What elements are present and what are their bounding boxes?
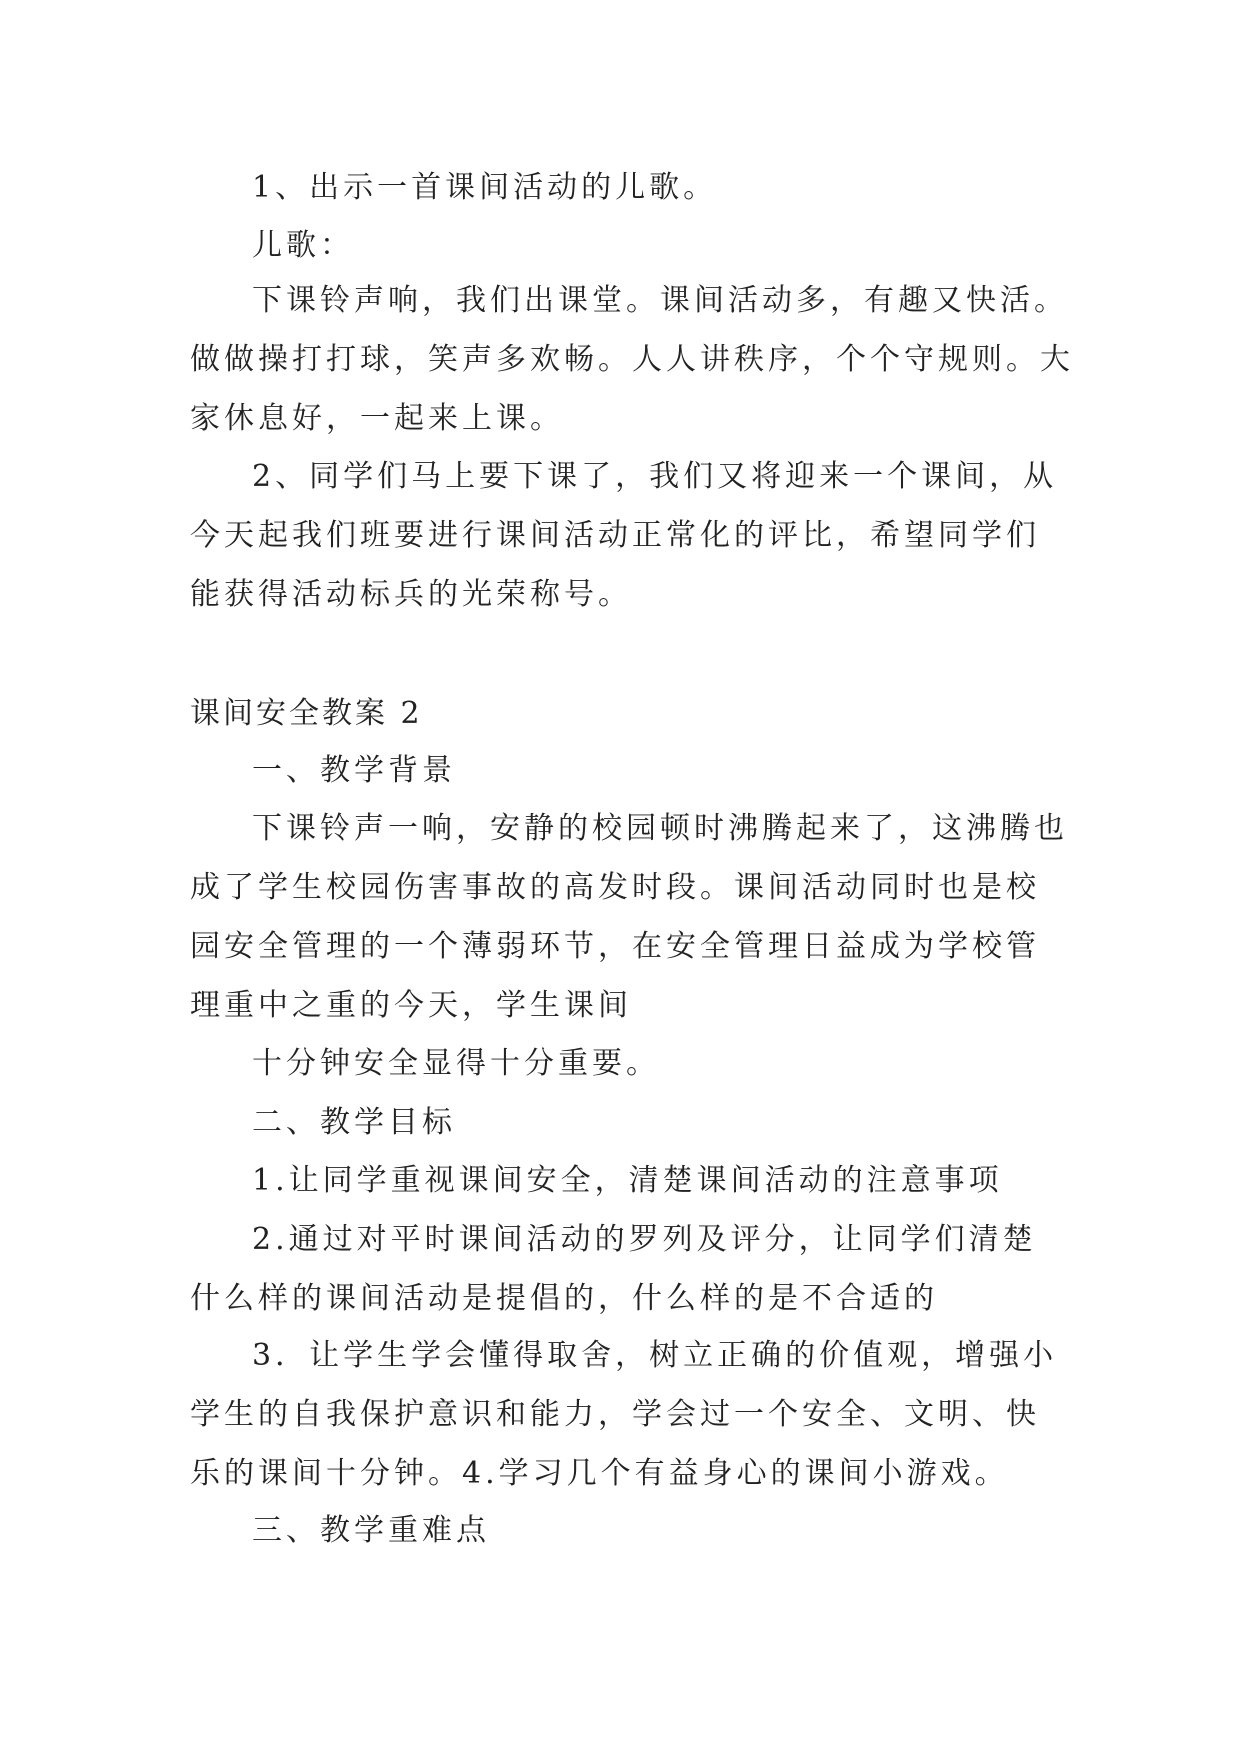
goal-item-2: 2.通过对平时课间活动的罗列及评分，让同学们清楚什么样的课间活动是提倡的，什么样的是不合适的 [190, 1222, 1037, 1316]
heading-teaching-background: 一、教学背景 [252, 753, 456, 788]
goal-item-1: 1.让同学重视课间安全，清楚课间活动的注意事项 [252, 1163, 1003, 1198]
paragraph-song-lyrics: 下课铃声响，我们出课堂。课间活动多，有趣又快活。做做操打打球，笑声多欢畅。人人讲秩序，个个守规则。大家休息好，一起来上课。 [190, 283, 1074, 436]
goal-item-3: 3．让学生学会懂得取舍，树立正确的价值观，增强小学生的自我保护意识和能力，学会过一个安全、文明、快乐的课间十分钟。4.学习几个有益身心的课间小游戏。 [190, 1338, 1058, 1491]
paragraph-song-label: 儿歌： [252, 228, 354, 263]
paragraph-step-2: 2、同学们马上要下课了，我们又将迎来一个课间，从今天起我们班要进行课间活动正常化的评比，希望同学们能获得活动标兵的光荣称号。 [190, 459, 1058, 612]
paragraph-background-cont: 十分钟安全显得十分重要。 [252, 1046, 660, 1081]
paragraph-background: 下课铃声一响，安静的校园顿时沸腾起来了，这沸腾也成了学生校园伤害事故的高发时段。课间活动同时也是校园安全管理的一个薄弱环节，在安全管理日益成为学校管理重中之重的今天，学生课间 [190, 811, 1068, 1023]
heading-key-points: 三、教学重难点 [252, 1513, 490, 1548]
heading-teaching-goals: 二、教学目标 [252, 1105, 456, 1140]
paragraph-step-1: 1、出示一首课间活动的儿歌。 [252, 170, 718, 205]
section-title: 课间安全教案 2 [190, 696, 423, 731]
